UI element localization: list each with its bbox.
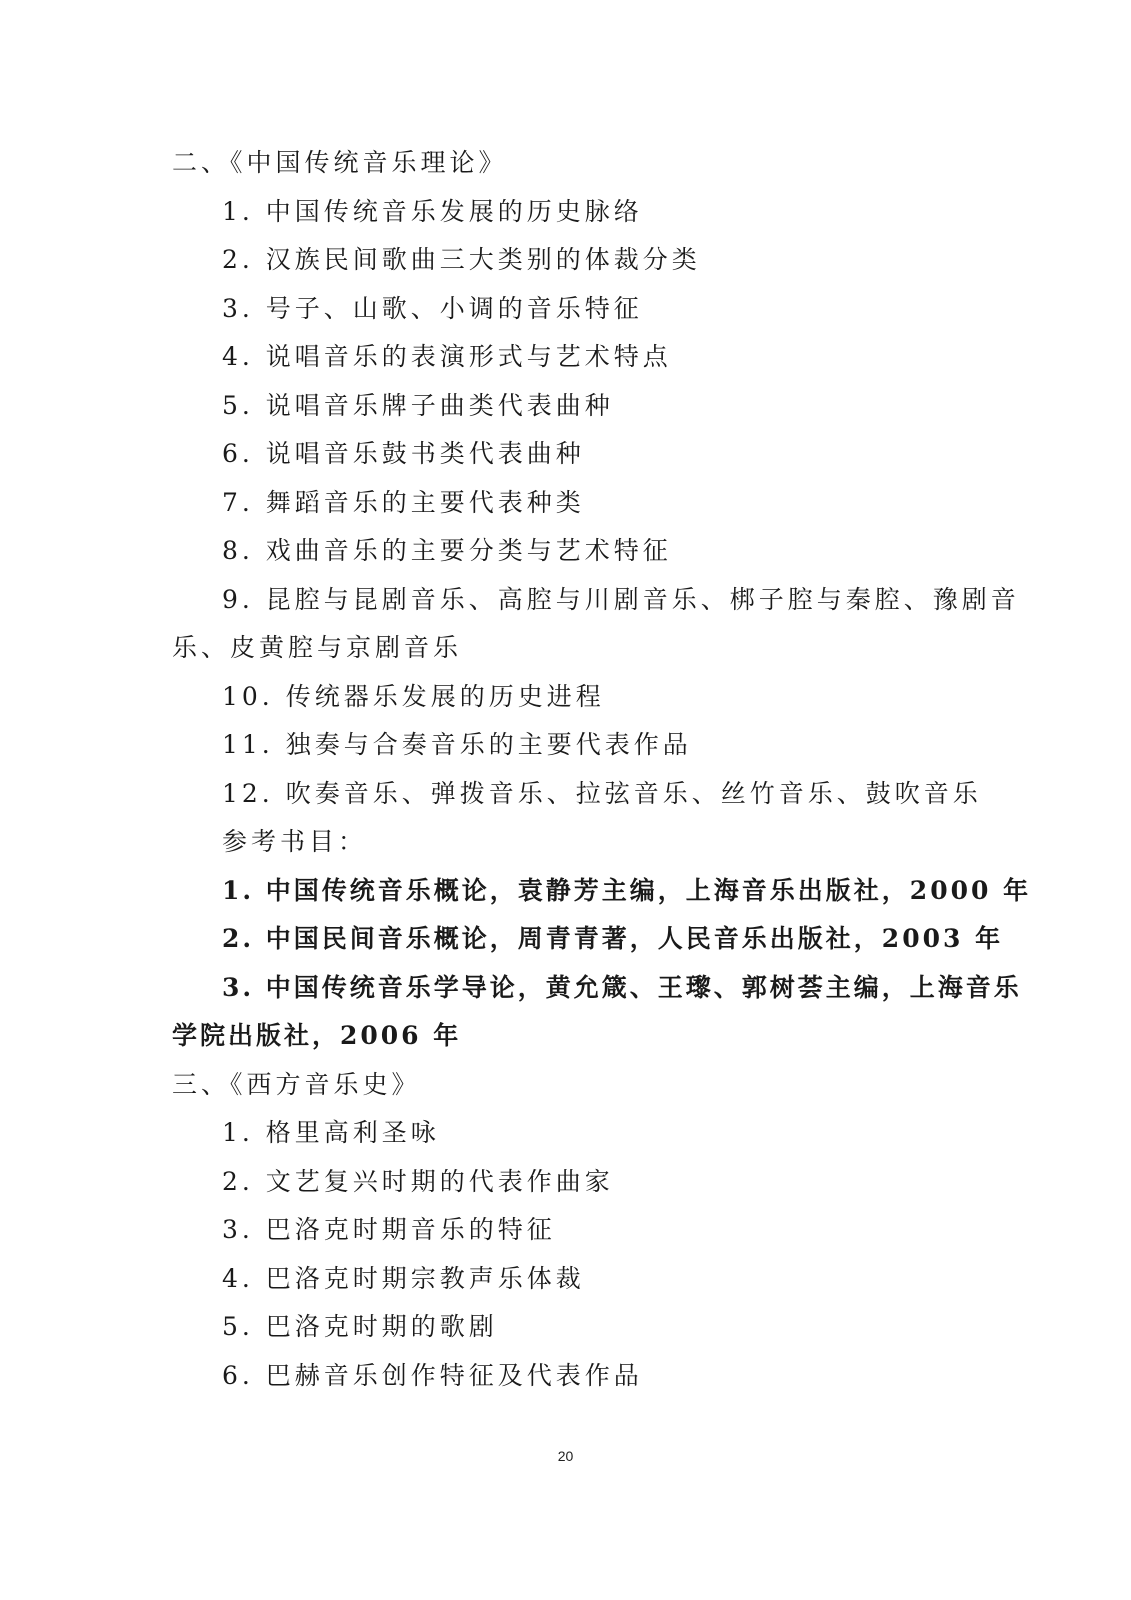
reference-item: 3. 中国传统音乐学导论，黄允箴、王瓈、郭树荟主编，上海音乐 [222, 973, 1022, 1002]
page-number: 20 [557, 1448, 574, 1464]
list-item: 3. 号子、山歌、小调的音乐特征 [222, 294, 643, 323]
list-item-continuation: 乐、皮黄腔与京剧音乐 [172, 633, 463, 662]
section-heading: 二、《中国传统音乐理论》 [172, 148, 508, 177]
references-label: 参考书目： [222, 827, 368, 856]
reference-item: 2. 中国民间音乐概论，周青青著，人民音乐出版社，2003 年 [222, 924, 1004, 953]
list-item: 2. 文艺复兴时期的代表作曲家 [222, 1167, 614, 1196]
list-item: 3. 巴洛克时期音乐的特征 [222, 1215, 556, 1244]
reference-item-continuation: 学院出版社，2006 年 [172, 1021, 462, 1050]
list-item: 12. 吹奏音乐、弹拨音乐、拉弦音乐、丝竹音乐、鼓吹音乐 [222, 779, 982, 808]
list-item: 1. 格里高利圣咏 [222, 1118, 440, 1147]
list-item: 6. 巴赫音乐创作特征及代表作品 [222, 1361, 643, 1390]
list-item: 4. 巴洛克时期宗教声乐体裁 [222, 1264, 585, 1293]
list-item: 1. 中国传统音乐发展的历史脉络 [222, 197, 643, 226]
list-item: 11. 独奏与合奏音乐的主要代表作品 [222, 730, 692, 759]
list-item: 10. 传统器乐发展的历史进程 [222, 682, 605, 711]
list-item: 5. 巴洛克时期的歌剧 [222, 1312, 498, 1341]
list-item: 9. 昆腔与昆剧音乐、高腔与川剧音乐、梆子腔与秦腔、豫剧音 [222, 585, 1020, 614]
list-item: 5. 说唱音乐牌子曲类代表曲种 [222, 391, 614, 420]
list-item: 2. 汉族民间歌曲三大类别的体裁分类 [222, 245, 701, 274]
list-item: 7. 舞蹈音乐的主要代表种类 [222, 488, 585, 517]
section-heading: 三、《西方音乐史》 [172, 1070, 421, 1099]
list-item: 6. 说唱音乐鼓书类代表曲种 [222, 439, 585, 468]
list-item: 4. 说唱音乐的表演形式与艺术特点 [222, 342, 672, 371]
reference-item: 1. 中国传统音乐概论，袁静芳主编，上海音乐出版社，2000 年 [222, 876, 1032, 905]
list-item: 8. 戏曲音乐的主要分类与艺术特征 [222, 536, 672, 565]
